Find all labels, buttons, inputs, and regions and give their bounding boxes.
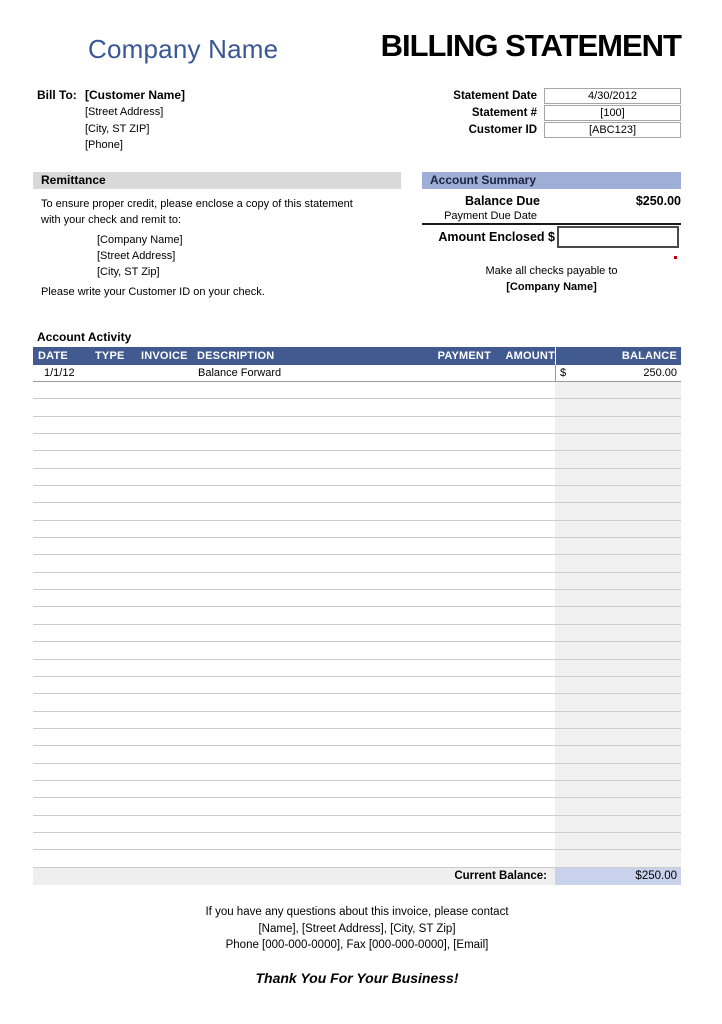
cell-type [95, 365, 141, 381]
empty-cell [33, 833, 95, 849]
empty-cell [33, 625, 95, 641]
empty-cell [141, 521, 197, 537]
table-row-empty [33, 382, 681, 399]
empty-cell [95, 764, 141, 780]
empty-cell [427, 694, 491, 710]
empty-cell [427, 590, 491, 606]
empty-cell [427, 451, 491, 467]
empty-cell [33, 521, 95, 537]
empty-cell [197, 833, 427, 849]
empty-cell [197, 712, 427, 728]
empty-cell [141, 729, 197, 745]
empty-cell [197, 764, 427, 780]
table-row-empty [33, 764, 681, 781]
empty-cell [491, 625, 555, 641]
empty-cell [33, 417, 95, 433]
empty-cell [555, 399, 681, 415]
empty-cell [141, 850, 197, 866]
balance-amount: 250.00 [643, 367, 677, 379]
empty-cell [33, 469, 95, 485]
account-activity-title: Account Activity [37, 330, 132, 344]
empty-cell [197, 850, 427, 866]
empty-cell [95, 555, 141, 571]
empty-cell [555, 451, 681, 467]
empty-cell [141, 816, 197, 832]
empty-cell [141, 538, 197, 554]
empty-cell [555, 746, 681, 762]
empty-cell [427, 746, 491, 762]
empty-cell [141, 764, 197, 780]
balance-due-value: $250.00 [635, 194, 681, 208]
cell-description: Balance Forward [198, 367, 282, 379]
empty-cell [197, 798, 427, 814]
table-row-empty [33, 833, 681, 850]
empty-cell [427, 798, 491, 814]
empty-cell [491, 833, 555, 849]
empty-cell [491, 764, 555, 780]
empty-cell [491, 712, 555, 728]
table-row-empty [33, 816, 681, 833]
statement-date-field[interactable]: 4/30/2012 [544, 88, 681, 104]
empty-cell [197, 417, 427, 433]
column-header-balance: BALANCE [555, 347, 681, 365]
empty-cell [427, 642, 491, 658]
empty-cell [95, 816, 141, 832]
empty-cell [491, 607, 555, 623]
bill-to-label: Bill To: [37, 88, 77, 102]
table-row-empty [33, 399, 681, 416]
table-empty-rows [33, 382, 681, 868]
empty-cell [141, 434, 197, 450]
page-title: BILLING STATEMENT [380, 28, 681, 63]
table-header-row [33, 347, 681, 365]
empty-cell [427, 850, 491, 866]
thank-you-message: Thank You For Your Business! [255, 970, 459, 986]
cell-payment [427, 365, 491, 381]
statement-date-label: Statement Date [453, 89, 537, 102]
empty-cell [141, 833, 197, 849]
empty-cell [33, 746, 95, 762]
empty-cell [555, 729, 681, 745]
empty-cell [491, 590, 555, 606]
empty-cell [95, 417, 141, 433]
empty-cell [95, 521, 141, 537]
empty-cell [197, 573, 427, 589]
empty-cell [33, 451, 95, 467]
column-header-payment: PAYMENT [437, 350, 491, 362]
statement-number-row [420, 104, 681, 121]
empty-cell [141, 798, 197, 814]
empty-cell [141, 399, 197, 415]
empty-cell [555, 642, 681, 658]
empty-cell [555, 764, 681, 780]
empty-cell [427, 660, 491, 676]
empty-cell [197, 694, 427, 710]
empty-cell [427, 399, 491, 415]
empty-cell [491, 781, 555, 797]
empty-cell [197, 538, 427, 554]
empty-cell [491, 798, 555, 814]
customer-id-label: Customer ID [468, 123, 537, 136]
empty-cell [33, 555, 95, 571]
empty-cell [95, 694, 141, 710]
empty-cell [141, 503, 197, 519]
empty-cell [95, 399, 141, 415]
empty-cell [33, 642, 95, 658]
empty-cell [141, 451, 197, 467]
empty-cell [33, 607, 95, 623]
empty-cell [141, 417, 197, 433]
column-header-type: TYPE [95, 350, 125, 362]
empty-cell [491, 729, 555, 745]
empty-cell [197, 625, 427, 641]
empty-cell [95, 573, 141, 589]
cell-amount [491, 365, 555, 381]
empty-cell [197, 660, 427, 676]
empty-cell [491, 486, 555, 502]
balance-currency: $ [560, 367, 567, 379]
table-row-empty [33, 607, 681, 624]
customer-name: [Customer Name] [85, 88, 186, 102]
empty-cell [95, 382, 141, 398]
empty-cell [427, 816, 491, 832]
empty-cell [197, 555, 427, 571]
empty-cell [141, 607, 197, 623]
empty-cell [141, 625, 197, 641]
table-row-empty [33, 573, 681, 590]
empty-cell [197, 729, 427, 745]
empty-cell [197, 642, 427, 658]
amount-enclosed-field[interactable] [557, 226, 679, 248]
empty-cell [555, 607, 681, 623]
empty-cell [555, 521, 681, 537]
empty-cell [197, 607, 427, 623]
empty-cell [95, 677, 141, 693]
account-summary-title: Account Summary [422, 172, 681, 189]
empty-cell [555, 382, 681, 398]
table-row-empty [33, 625, 681, 642]
empty-cell [33, 677, 95, 693]
empty-cell [95, 729, 141, 745]
empty-cell [427, 712, 491, 728]
empty-cell [33, 781, 95, 797]
remittance-intro-line1: To ensure proper credit, please enclose a copy of this statement [41, 198, 353, 210]
empty-cell [427, 486, 491, 502]
empty-cell [491, 677, 555, 693]
empty-cell [95, 434, 141, 450]
column-header-invoice: INVOICE [141, 350, 188, 362]
empty-cell [427, 573, 491, 589]
remit-street: [Street Address] [97, 250, 176, 262]
footer-line1: If you have any questions about this invoice, please contact [205, 906, 509, 918]
empty-cell [33, 694, 95, 710]
company-name: Company Name [88, 34, 279, 64]
cell-balance [555, 365, 681, 381]
empty-cell [555, 590, 681, 606]
table-row-empty [33, 469, 681, 486]
account-activity-section [33, 330, 681, 885]
empty-cell [95, 625, 141, 641]
empty-cell [555, 486, 681, 502]
statement-number-label: Statement # [471, 106, 537, 119]
table-row-empty [33, 642, 681, 659]
table-row-empty [33, 746, 681, 763]
checks-payable-name: [Company Name] [506, 281, 597, 293]
table-row-empty [33, 538, 681, 555]
empty-cell [555, 555, 681, 571]
empty-cell [141, 486, 197, 502]
empty-cell [427, 607, 491, 623]
table-row-empty [33, 451, 681, 468]
empty-cell [95, 538, 141, 554]
empty-cell [555, 625, 681, 641]
customer-id-row [420, 121, 681, 138]
empty-cell [95, 469, 141, 485]
table-row-empty [33, 555, 681, 572]
table-row-empty [33, 677, 681, 694]
empty-cell [33, 816, 95, 832]
empty-cell [33, 573, 95, 589]
empty-cell [95, 451, 141, 467]
empty-cell [141, 555, 197, 571]
empty-cell [427, 555, 491, 571]
empty-cell [427, 538, 491, 554]
empty-cell [141, 469, 197, 485]
table-row-empty [33, 694, 681, 711]
customer-city: [City, ST ZIP] [85, 122, 150, 135]
empty-cell [555, 694, 681, 710]
empty-cell [33, 399, 95, 415]
empty-cell [491, 555, 555, 571]
current-balance-value: $250.00 [555, 868, 681, 885]
empty-cell [491, 642, 555, 658]
column-header-description: DESCRIPTION [197, 350, 275, 362]
table-row-empty [33, 521, 681, 538]
empty-cell [141, 746, 197, 762]
empty-cell [33, 486, 95, 502]
empty-cell [197, 469, 427, 485]
table-row-empty [33, 590, 681, 607]
empty-cell [427, 503, 491, 519]
empty-cell [555, 434, 681, 450]
empty-cell [197, 746, 427, 762]
cell-date: 1/1/12 [44, 367, 75, 379]
empty-cell [491, 694, 555, 710]
customer-phone: [Phone] [85, 139, 123, 151]
amount-enclosed-label: Amount Enclosed $ [438, 230, 555, 244]
table-row-empty [33, 850, 681, 867]
empty-cell [555, 781, 681, 797]
empty-cell [427, 434, 491, 450]
empty-cell [197, 503, 427, 519]
empty-cell [491, 746, 555, 762]
empty-cell [95, 660, 141, 676]
remit-city: [City, ST Zip] [97, 266, 160, 278]
empty-cell [555, 417, 681, 433]
empty-cell [491, 538, 555, 554]
empty-cell [33, 798, 95, 814]
empty-cell [95, 607, 141, 623]
table-row-empty [33, 729, 681, 746]
empty-cell [427, 417, 491, 433]
empty-cell [491, 469, 555, 485]
empty-cell [141, 590, 197, 606]
empty-cell [33, 660, 95, 676]
empty-cell [197, 521, 427, 537]
column-header-amount: AMOUNT [505, 350, 555, 362]
empty-cell [95, 850, 141, 866]
empty-cell [33, 590, 95, 606]
statement-date-row [420, 87, 681, 104]
remittance-section [33, 172, 401, 300]
red-marker-dot [674, 256, 677, 259]
empty-cell [33, 764, 95, 780]
empty-cell [197, 816, 427, 832]
table-row-empty [33, 781, 681, 798]
empty-cell [427, 833, 491, 849]
current-balance-row [33, 868, 681, 885]
empty-cell [491, 434, 555, 450]
empty-cell [555, 850, 681, 866]
customer-street: [Street Address] [85, 106, 164, 118]
table-row-empty [33, 417, 681, 434]
empty-cell [555, 833, 681, 849]
empty-cell [95, 798, 141, 814]
balance-due-label: Balance Due [464, 194, 540, 208]
empty-cell [95, 781, 141, 797]
payment-due-date-label: Payment Due Date [444, 210, 537, 222]
empty-cell [197, 781, 427, 797]
empty-cell [95, 590, 141, 606]
empty-cell [141, 660, 197, 676]
empty-cell [33, 729, 95, 745]
empty-cell [141, 781, 197, 797]
empty-cell [491, 573, 555, 589]
footer-line3: Phone [000-000-0000], Fax [000-000-0000], [Email] [225, 939, 489, 951]
empty-cell [95, 486, 141, 502]
table-row-empty [33, 503, 681, 520]
empty-cell [33, 434, 95, 450]
column-header-date: DATE [38, 350, 68, 362]
account-summary-section [422, 172, 681, 294]
empty-cell [427, 764, 491, 780]
remittance-intro-line2: with your check and remit to: [41, 214, 182, 226]
footer-line2: [Name], [Street Address], [City, ST Zip] [258, 922, 456, 935]
empty-cell [555, 712, 681, 728]
empty-cell [95, 642, 141, 658]
empty-cell [33, 382, 95, 398]
empty-cell [95, 746, 141, 762]
table-row-empty [33, 434, 681, 451]
remit-company: [Company Name] [97, 234, 183, 246]
empty-cell [427, 521, 491, 537]
empty-cell [95, 712, 141, 728]
empty-cell [491, 850, 555, 866]
empty-cell [491, 660, 555, 676]
empty-cell [197, 451, 427, 467]
empty-cell [491, 503, 555, 519]
customer-id-field[interactable]: [ABC123] [544, 122, 681, 138]
empty-cell [555, 660, 681, 676]
table-row-empty [33, 660, 681, 677]
statement-fields [420, 87, 681, 138]
empty-cell [491, 399, 555, 415]
table-row-empty [33, 486, 681, 503]
empty-cell [491, 816, 555, 832]
table-row-empty [33, 798, 681, 815]
empty-cell [95, 503, 141, 519]
empty-cell [427, 469, 491, 485]
table-row-empty [33, 712, 681, 729]
table-row [33, 365, 681, 382]
empty-cell [33, 712, 95, 728]
empty-cell [427, 677, 491, 693]
empty-cell [33, 503, 95, 519]
empty-cell [427, 781, 491, 797]
empty-cell [141, 712, 197, 728]
remittance-note: Please write your Customer ID on your check. [41, 286, 265, 298]
empty-cell [555, 816, 681, 832]
empty-cell [197, 434, 427, 450]
empty-cell [141, 694, 197, 710]
empty-cell [491, 417, 555, 433]
footer-contact [33, 904, 681, 954]
empty-cell [555, 798, 681, 814]
empty-cell [95, 833, 141, 849]
empty-cell [33, 538, 95, 554]
empty-cell [197, 590, 427, 606]
empty-cell [555, 469, 681, 485]
current-balance-label: Current Balance: [454, 869, 547, 882]
empty-cell [141, 642, 197, 658]
empty-cell [141, 677, 197, 693]
empty-cell [197, 677, 427, 693]
empty-cell [197, 382, 427, 398]
empty-cell [491, 382, 555, 398]
checks-payable-line: Make all checks payable to [485, 265, 618, 277]
remittance-title: Remittance [33, 172, 401, 189]
empty-cell [141, 573, 197, 589]
empty-cell [141, 382, 197, 398]
empty-cell [427, 625, 491, 641]
empty-cell [555, 503, 681, 519]
empty-cell [197, 399, 427, 415]
cell-invoice [141, 365, 197, 381]
empty-cell [491, 521, 555, 537]
empty-cell [555, 677, 681, 693]
empty-cell [555, 573, 681, 589]
statement-number-field[interactable]: [100] [544, 105, 681, 121]
bill-to-section [37, 87, 185, 154]
empty-cell [555, 538, 681, 554]
empty-cell [197, 486, 427, 502]
empty-cell [427, 729, 491, 745]
empty-cell [33, 850, 95, 866]
empty-cell [491, 451, 555, 467]
empty-cell [427, 382, 491, 398]
